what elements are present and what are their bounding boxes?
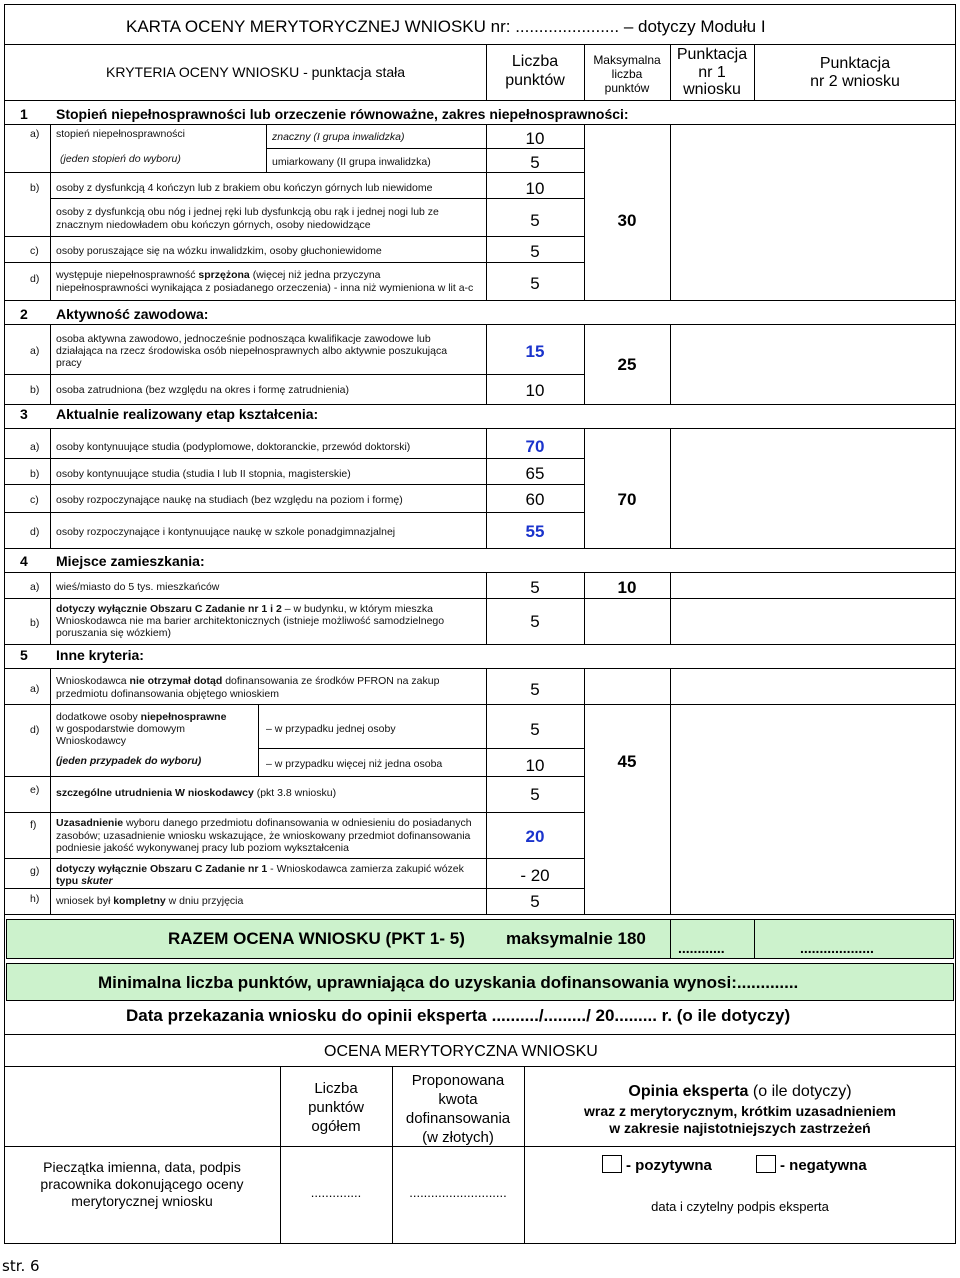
s5-f-text1-bold: Uzasadnienie <box>56 817 124 829</box>
header-max-l3: punktów <box>604 81 650 95</box>
s4-b-text1-bold: dotyczy wyłącznie Obszaru C Zadanie nr 1 i 2 <box>56 603 282 615</box>
s2-b-text: osoba zatrudniona (bez względu na okres i formę zatrudnienia) <box>56 384 350 396</box>
s4-title: Miejsce zamieszkania: <box>56 553 205 569</box>
header-score1-l2: nr 1 <box>698 64 726 81</box>
header-score2-l1: Punktacja <box>819 55 891 72</box>
total-score1[interactable]: ............ <box>678 940 725 956</box>
header-max-l2: liczba <box>611 67 643 81</box>
s5-g-letter: g) <box>30 865 40 877</box>
s4-max-points: 10 <box>617 578 637 597</box>
expert-signature: data i czytelny podpis eksperta <box>651 1199 829 1214</box>
merit-col2-l3: dofinansowania <box>405 1110 511 1127</box>
total-label: RAZEM OCENA WNIOSKU (PKT 1- 5) <box>168 929 465 948</box>
positive-checkbox[interactable] <box>602 1155 622 1173</box>
merit-col3-l1-post: (o ile dotyczy) <box>748 1083 852 1100</box>
s5-a-text1-bold: nie otrzymał dotąd <box>129 675 223 687</box>
s3-c-letter: c) <box>30 494 39 506</box>
merit-col1-l1: Liczba <box>314 1080 358 1097</box>
merit-points-field[interactable]: .............. <box>310 1185 362 1200</box>
header-max-l1: Maksymalna <box>593 53 661 67</box>
s1-a-letter: a) <box>30 128 40 140</box>
s4-b-letter: b) <box>30 617 40 629</box>
s4-b-text1-post: – w budynku, w którym mieszka <box>281 603 433 615</box>
s3-d-letter: d) <box>30 526 40 538</box>
s5-f-text1 <box>56 817 472 829</box>
merit-col3-l2: wraz z merytorycznym, krótkim uzasadnieniem <box>584 1103 896 1119</box>
s5-e-text <box>56 787 336 799</box>
s5-a-text1-pre: Wnioskodawca <box>56 675 130 687</box>
header-points-l2: punktów <box>505 72 565 89</box>
s1-b-text1: osoby z dysfunkcją 4 kończyn lub z brakiem obu kończyn górnych lub niewidome <box>56 182 433 194</box>
s5-a-text2: przedmiotu dofinansowania objętego wnioskiem <box>56 688 279 700</box>
s1-c-text: osoby poruszające się na wózku inwalidzkim, osoby głuchoniewidome <box>56 245 382 257</box>
positive-label: - pozytywna <box>626 1157 712 1174</box>
s3-b-letter: b) <box>30 468 40 480</box>
s1-a-label2: (jeden stopień do wyboru) <box>60 153 181 165</box>
s1-d-letter: d) <box>30 273 40 285</box>
s1-a-label1: stopień niepełnosprawności <box>56 128 185 140</box>
header-score1-l3: wniosku <box>683 81 741 98</box>
s5-a-letter: a) <box>30 683 40 695</box>
s5-g-points: - 20 <box>520 866 550 885</box>
s2-a-text1: osoba aktywna zawodowo, jednocześnie podnosząca kwalifikacje zawodowe lub <box>56 333 431 345</box>
date-line: Data przekazania wniosku do opinii eksperta ........../........./ 20......... r. (o ile dotyczy) <box>126 1006 791 1025</box>
s5-d-text3: Wnioskodawcy <box>56 735 127 747</box>
s5-a-points: 5 <box>530 680 540 699</box>
s1-b-points2: 5 <box>530 211 540 230</box>
page-title: KARTA OCENY MERYTORYCZNEJ WNIOSKU nr: ...................... – dotyczy Modułu I <box>126 17 766 36</box>
s5-g-text2 <box>56 875 113 887</box>
s5-h-text-post: w dniu przyjęcia <box>165 895 244 907</box>
merit-col2-l1: Proponowana <box>411 1072 505 1089</box>
merit-col2-l2: kwota <box>438 1091 478 1108</box>
s1-c-points: 5 <box>530 242 540 261</box>
total-score2[interactable]: ................... <box>800 940 874 956</box>
s5-e-text-bold: szczególne utrudnienia W nioskodawcy <box>56 787 254 799</box>
s5-d-opt2: – w przypadku więcej niż jedna osoba <box>266 758 443 770</box>
s2-a-text2: działająca na rzecz środowiska osób niepełnosprawnych albo aktywnie poszukująca <box>56 345 448 357</box>
s2-a-letter: a) <box>30 345 40 357</box>
merit-col3-l1 <box>524 1083 956 1101</box>
s2-b-letter: b) <box>30 384 40 396</box>
s2-a-points: 15 <box>525 342 545 361</box>
s1-title: Stopień niepełnosprawności lub orzeczenie równoważne, zakres niepełnosprawności: <box>56 106 629 122</box>
stamp-l3: merytorycznej wniosku <box>71 1193 213 1209</box>
header-score1-l1: Punktacja <box>676 46 748 63</box>
s3-d-points: 55 <box>525 522 545 541</box>
opinion-negative[interactable] <box>756 1155 867 1174</box>
s4-b-points: 5 <box>530 612 540 631</box>
s4-b-text3: poruszania się wózkiem) <box>56 627 171 639</box>
s5-d-opt1-points: 5 <box>530 720 540 739</box>
s2-max-points: 25 <box>617 355 637 374</box>
s3-c-text: osoby rozpoczynające naukę na studiach (bez względu na poziom i formę) <box>56 494 403 506</box>
s3-c-points: 60 <box>525 490 545 509</box>
s4-a-text: wieś/miasto do 5 tys. mieszkańców <box>56 581 220 593</box>
s5-title: Inne kryteria: <box>56 647 144 663</box>
s3-b-text: osoby kontynuujące studia (studia I lub II stopnia, magisterskie) <box>56 468 351 480</box>
s5-d-text1 <box>56 711 226 723</box>
s4-a-letter: a) <box>30 581 40 593</box>
merit-amount-field[interactable]: ........................... <box>409 1185 507 1200</box>
s5-f-text2: zasobów; uzasadnienie wniosku wskazujące, że wnioskowany przedmiot dofinansowania <box>56 830 471 842</box>
s1-d-text1-post: (więcej niż jedna przyczyna <box>249 269 381 281</box>
s5-g-text1-post: - Wnioskodawca zamierza zakupić wózek <box>267 863 464 875</box>
s5-d-opt1: – w przypadku jednej osoby <box>266 723 396 735</box>
s4-number: 4 <box>20 553 28 569</box>
s3-a-text: osoby kontynuujące studia (podyplomowe, doktoranckie, przewód doktorski) <box>56 441 411 453</box>
s4-a-points: 5 <box>530 578 540 597</box>
s1-d-points: 5 <box>530 274 540 293</box>
s5-g-text1-bold: dotyczy wyłącznie Obszaru C Zadanie nr 1 <box>56 863 268 875</box>
s5-d-text1-bold: niepełnosprawne <box>140 711 227 723</box>
s5-d-text2: w gospodarstwie domowym <box>56 723 185 735</box>
stamp-l2: pracownika dokonującego oceny <box>40 1176 244 1192</box>
s5-f-text3: podniesie jakość wykonywanej pracy lub poziom wykształcenia <box>56 842 349 854</box>
merit-title: OCENA MERYTORYCZNA WNIOSKU <box>324 1043 598 1060</box>
s3-number: 3 <box>20 406 28 422</box>
s5-g-text1 <box>56 863 464 875</box>
s5-e-letter: e) <box>30 784 40 796</box>
s3-title: Aktualnie realizowany etap kształcenia: <box>56 406 319 422</box>
negative-label: - negatywna <box>780 1157 867 1174</box>
merit-col1-l2: punktów <box>308 1099 364 1116</box>
s1-a-opt1: znaczny (I grupa inwalidzka) <box>272 131 405 143</box>
page-number: str. 6 <box>2 1257 40 1275</box>
merit-col3-l1-bold: Opinia eksperta <box>628 1083 749 1100</box>
s3-b-points: 65 <box>525 464 545 483</box>
s5-h-text <box>56 895 243 907</box>
s2-a-text3: pracy <box>56 357 82 369</box>
s1-a-opt2-points: 5 <box>530 153 540 172</box>
s5-e-text-post: (pkt 3.8 wniosku) <box>253 787 337 799</box>
s3-a-letter: a) <box>30 441 40 453</box>
s4-b-text2: Wnioskodawca nie ma barier architektonicznych (istnieje możliwość samodzielnego <box>56 615 445 627</box>
minimum-text: Minimalna liczba punktów, uprawniająca do uzyskania dofinansowania wynosi:............. <box>98 973 799 992</box>
negative-checkbox[interactable] <box>756 1155 776 1173</box>
header-score2-l2: nr 2 wniosku <box>810 73 900 90</box>
s1-a-opt1-points: 10 <box>525 129 545 148</box>
total-max: maksymalnie 180 <box>506 929 646 948</box>
s3-max-points: 70 <box>617 490 637 509</box>
s5-g-text2-pre: typu <box>56 875 82 887</box>
s1-b-text2a: osoby z dysfunkcją obu nóg i jednej ręki lub dysfunkcją obu rąk i jednej nogi lub ze <box>56 206 439 218</box>
s5-d-opt2-points: 10 <box>525 756 545 775</box>
s2-number: 2 <box>20 306 28 322</box>
header-points-l1: Liczba <box>511 53 559 70</box>
s5-number: 5 <box>20 647 28 663</box>
s1-d-text1 <box>56 269 381 281</box>
s3-a-points: 70 <box>525 437 545 456</box>
s1-d-text2: niepełnosprawności wynikająca z posiadanego orzeczenia) - inna niż wymieniona w lit a-c <box>56 282 474 294</box>
s4-b-text1 <box>56 603 433 615</box>
s5-h-letter: h) <box>30 893 40 905</box>
s5-a-text1 <box>56 675 439 687</box>
opinion-positive[interactable] <box>602 1155 712 1174</box>
s1-number: 1 <box>20 106 28 122</box>
s5-g-text2-italic: skuter <box>81 875 113 887</box>
s5-f-letter: f) <box>30 819 37 831</box>
s2-title: Aktywność zawodowa: <box>56 306 209 322</box>
s5-e-points: 5 <box>530 785 540 804</box>
merit-col3-l3: w zakresie najistotniejszych zastrzeżeń <box>609 1120 871 1136</box>
s5-f-points: 20 <box>525 827 545 846</box>
s2-b-points: 10 <box>525 381 545 400</box>
s5-h-points: 5 <box>530 892 540 911</box>
s1-d-text1-bold: sprzężona <box>198 269 250 281</box>
s1-b-text2b: znacznym niedowładem obu kończyn górnych, osoby niedowidzące <box>56 219 371 231</box>
s5-max-points: 45 <box>617 752 637 771</box>
s5-a-text1-post: dofinansowania ze środków PFRON na zakup <box>222 675 440 687</box>
s1-d-text1-pre: występuje niepełnosprawność <box>56 269 199 281</box>
s1-a-opt2: umiarkowany (II grupa inwalidzka) <box>272 156 431 168</box>
s1-max-points: 30 <box>617 211 637 230</box>
header-criteria: KRYTERIA OCENY WNIOSKU - punktacja stała <box>106 64 406 80</box>
s3-d-text: osoby rozpoczynające i kontynuujące naukę w szkole ponadgimnazjalnej <box>56 526 396 538</box>
s5-h-text-bold: kompletny <box>113 895 166 907</box>
s5-d-text4: (jeden przypadek do wyboru) <box>56 755 202 767</box>
stamp-l1: Pieczątka imienna, data, podpis <box>43 1159 241 1175</box>
merit-col2-l4: (w złotych) <box>422 1129 494 1146</box>
s5-h-text-pre: wniosek był <box>56 895 114 907</box>
s5-f-text1-post: wyboru danego przedmiotu dofinansowania w odniesieniu do posiadanych <box>123 817 472 829</box>
s5-d-text1-pre: dodatkowe osoby <box>56 711 141 723</box>
s1-b-letter: b) <box>30 182 40 194</box>
merit-col1-l3: ogółem <box>311 1118 361 1135</box>
s1-c-letter: c) <box>30 245 39 257</box>
s1-b-points1: 10 <box>525 179 545 198</box>
s5-d-letter: d) <box>30 724 40 736</box>
